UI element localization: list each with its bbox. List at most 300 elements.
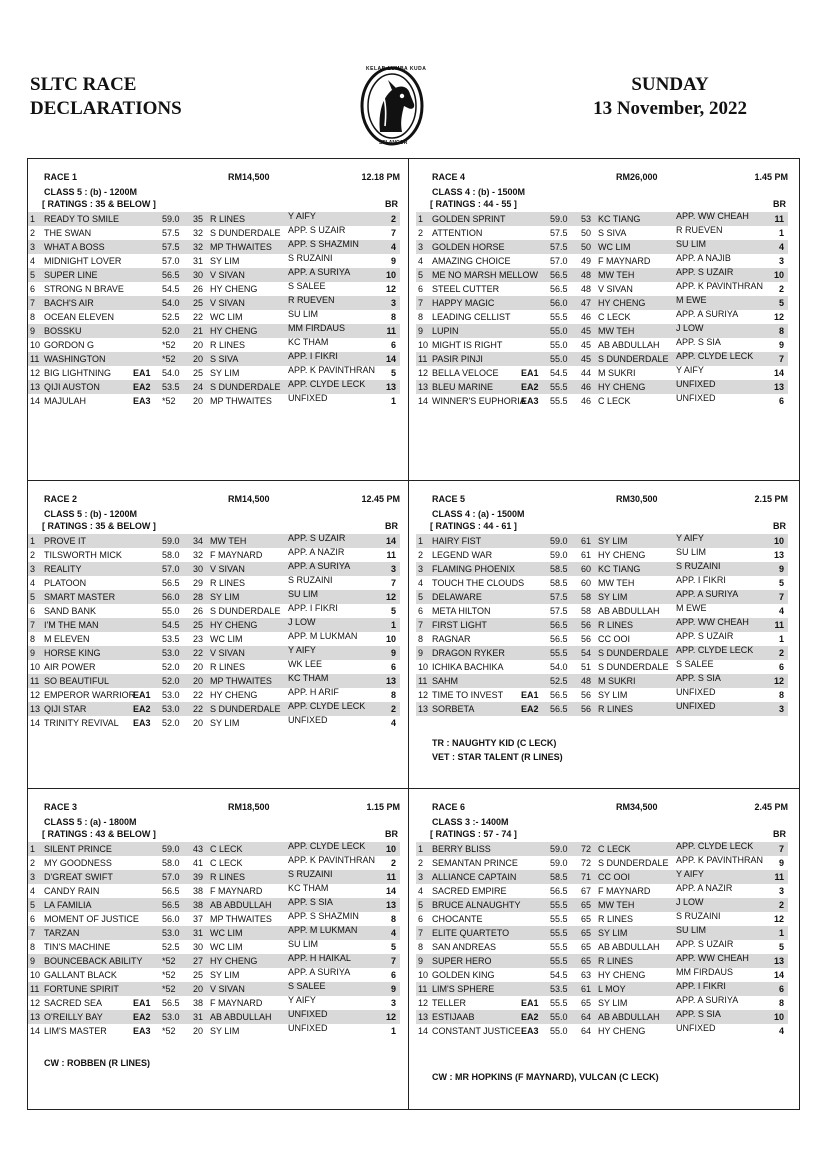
runner-row — [28, 268, 400, 282]
runner-number: 7 — [30, 928, 36, 938]
trainer: AB ABDULLAH — [598, 340, 660, 350]
rating: 56 — [581, 620, 592, 630]
horse-name: WINNER'S EUPHORIA — [432, 396, 526, 406]
weight: 52.0 — [162, 662, 180, 672]
ratings-text: [ RATINGS : 44 - 61 ] — [430, 521, 517, 531]
draw: 2 — [778, 900, 784, 910]
logo-top-text: KELAB LUMBA KUDA — [366, 66, 427, 72]
jockey: UNFIXED — [676, 379, 716, 389]
rating: 50 — [581, 242, 592, 252]
runner-row — [28, 1024, 400, 1038]
runner-row — [28, 324, 400, 338]
horse-name: PASIR PINJI — [432, 354, 483, 364]
weight: *52 — [162, 1026, 176, 1036]
weight: 56.5 — [162, 886, 180, 896]
runner-number: 3 — [30, 242, 36, 252]
runner-number: 6 — [30, 606, 36, 616]
runner-number: 10 — [418, 970, 429, 980]
trainer: L MOY — [598, 984, 626, 994]
trainer: HY CHENG — [210, 326, 258, 336]
trainer: S SIVA — [210, 354, 239, 364]
weight: 56.5 — [550, 620, 568, 630]
horse-name: LEGEND WAR — [432, 550, 493, 560]
rating: 20 — [193, 396, 204, 406]
horse-name: GALLANT BLACK — [44, 970, 117, 980]
rating: 58 — [581, 592, 592, 602]
jockey: M EWE — [676, 603, 707, 613]
runner-number: 10 — [30, 970, 41, 980]
horse-name: DRAGON RYKER — [432, 648, 505, 658]
draw: 5 — [778, 942, 784, 952]
rating: 26 — [193, 284, 204, 294]
weight: *52 — [162, 354, 176, 364]
emergency-acceptor: EA1 — [133, 690, 151, 700]
race-class: CLASS 3 :- 1400M — [432, 817, 509, 827]
weight: 57.5 — [550, 592, 568, 602]
rating: 29 — [193, 578, 204, 588]
runner-number: 13 — [418, 1012, 429, 1022]
rating: 58 — [581, 606, 592, 616]
weight: 59.0 — [550, 214, 568, 224]
runner-number: 1 — [30, 844, 36, 854]
runner-row — [28, 296, 400, 310]
race-block — [28, 494, 400, 730]
jockey: KC THAM — [288, 337, 329, 347]
draw: 8 — [778, 998, 784, 1008]
trainer: MW TEH — [598, 326, 635, 336]
jockey: SU LIM — [676, 547, 707, 557]
horse-name: HAPPY MAGIC — [432, 298, 495, 308]
draw: 5 — [390, 606, 396, 616]
weight: 58.5 — [550, 564, 568, 574]
emergency-acceptor: EA1 — [133, 368, 151, 378]
weight: 55.5 — [550, 312, 568, 322]
trainer: SY LIM — [210, 718, 240, 728]
horse-name: ME NO MARSH MELLOW — [432, 270, 539, 280]
jockey: SU LIM — [288, 589, 319, 599]
runner-row — [416, 352, 788, 366]
rating: 50 — [581, 228, 592, 238]
emergency-acceptor: EA2 — [133, 382, 151, 392]
runner-row — [28, 646, 400, 660]
weight: 55.0 — [550, 354, 568, 364]
jockey: Y AIFY — [288, 995, 316, 1005]
horse-name: BACH'S AIR — [44, 298, 94, 308]
trainer: SY LIM — [210, 1026, 240, 1036]
rating: 65 — [581, 914, 592, 924]
weight: 52.5 — [550, 676, 568, 686]
rating: 72 — [581, 858, 592, 868]
horse-name: QIJI STAR — [44, 704, 87, 714]
jockey: APP. S UZAIR — [288, 533, 346, 543]
weight: *52 — [162, 956, 176, 966]
weight: 56.0 — [162, 914, 180, 924]
race-block — [416, 494, 788, 716]
weight: 56.5 — [550, 634, 568, 644]
weight: 53.0 — [162, 1012, 180, 1022]
race-time: 2.15 PM — [754, 494, 788, 504]
trainer: R LINES — [598, 914, 634, 924]
race-number: RACE 6 — [432, 802, 466, 812]
jockey: APP. A SURIYA — [676, 995, 739, 1005]
runner-row — [28, 380, 400, 394]
runner-number: 9 — [30, 956, 36, 966]
runner-number: 10 — [30, 340, 41, 350]
weight: 54.0 — [162, 368, 180, 378]
runner-number: 13 — [30, 704, 41, 714]
race-number: RACE 3 — [44, 802, 78, 812]
ratings-text: [ RATINGS : 35 & BELOW ] — [42, 199, 156, 209]
draw: 10 — [773, 1012, 784, 1022]
title-line-1: SLTC RACE — [30, 74, 137, 95]
weight: 53.5 — [550, 984, 568, 994]
jockey: S RUZAINI — [288, 253, 333, 263]
runner-row — [416, 534, 788, 548]
draw: 10 — [385, 634, 396, 644]
rating: 45 — [581, 326, 592, 336]
rating: 20 — [193, 354, 204, 364]
draw: 5 — [390, 368, 396, 378]
emergency-acceptor: EA3 — [521, 1026, 539, 1036]
barrier-label: BR — [385, 521, 398, 531]
trainer: M SUKRI — [598, 368, 636, 378]
runner-row — [416, 674, 788, 688]
trainer: V SIVAN — [210, 648, 245, 658]
trainer: C LECK — [598, 312, 631, 322]
race-prize: RM14,500 — [228, 172, 270, 182]
race-title-line — [28, 172, 400, 185]
jockey: APP. A SURIYA — [676, 309, 739, 319]
rating: 44 — [581, 368, 592, 378]
race-number: RACE 4 — [432, 172, 466, 182]
jockey: UNFIXED — [288, 1009, 328, 1019]
draw: 2 — [390, 214, 396, 224]
runner-number: 11 — [30, 354, 40, 364]
horse-name: SEMANTAN PRINCE — [432, 858, 518, 868]
jockey: R RUEVEN — [676, 225, 723, 235]
weight: 55.5 — [550, 396, 568, 406]
rating: 38 — [193, 900, 204, 910]
horse-name: HAIRY FIST — [432, 536, 482, 546]
runner-number: 8 — [30, 312, 36, 322]
horse-name: MOMENT OF JUSTICE — [44, 914, 139, 924]
draw: 4 — [778, 1026, 784, 1036]
draw: 3 — [778, 886, 784, 896]
runner-number: 3 — [418, 564, 424, 574]
rating: 48 — [581, 284, 592, 294]
title-line-2: DECLARATIONS — [30, 98, 182, 119]
runner-number: 1 — [418, 536, 424, 546]
trainer: R LINES — [210, 340, 246, 350]
runner-number: 4 — [30, 578, 36, 588]
ratings-text: [ RATINGS : 43 & BELOW ] — [42, 829, 156, 839]
weight: 59.0 — [162, 214, 180, 224]
weight: 57.5 — [550, 228, 568, 238]
horse-name: GOLDEN SPRINT — [432, 214, 506, 224]
draw: 9 — [390, 256, 396, 266]
draw: 8 — [778, 690, 784, 700]
trainer: S DUNDERDALE — [598, 858, 669, 868]
draw: 14 — [385, 536, 396, 546]
runner-number: 1 — [30, 214, 36, 224]
draw: 4 — [778, 606, 784, 616]
horse-name: O'REILLY BAY — [44, 1012, 103, 1022]
runner-row — [28, 604, 400, 618]
runner-row — [416, 1024, 788, 1038]
runner-number: 6 — [418, 914, 424, 924]
runner-number: 10 — [418, 662, 429, 672]
horse-name: FIRST LIGHT — [432, 620, 487, 630]
runner-number: 4 — [30, 886, 36, 896]
trainer: SY LIM — [210, 592, 240, 602]
emergency-acceptor: EA2 — [133, 704, 151, 714]
trainer: AB ABDULLAH — [598, 606, 660, 616]
runner-number: 9 — [30, 326, 36, 336]
draw: 9 — [390, 984, 396, 994]
rating: 48 — [581, 270, 592, 280]
draw: 11 — [386, 326, 396, 336]
weight: 53.5 — [162, 382, 180, 392]
race-note: CW : ROBBEN (R LINES) — [44, 1058, 150, 1068]
jockey: S RUZAINI — [288, 575, 333, 585]
runner-number: 8 — [418, 634, 424, 644]
trainer: F MAYNARD — [210, 550, 263, 560]
runner-row — [28, 884, 400, 898]
weight: 56.5 — [162, 578, 180, 588]
trainer: SY LIM — [598, 998, 628, 1008]
runner-row — [28, 338, 400, 352]
race-number: RACE 2 — [44, 494, 78, 504]
jockey: UNFIXED — [288, 715, 328, 725]
trainer: SY LIM — [210, 368, 240, 378]
document-title — [30, 73, 182, 121]
jockey: APP. CLYDE LECK — [676, 841, 754, 851]
weight: *52 — [162, 340, 176, 350]
runner-number: 2 — [418, 228, 424, 238]
draw: 8 — [390, 690, 396, 700]
horse-name: BRUCE ALNAUGHTY — [432, 900, 521, 910]
horse-name: STEEL CUTTER — [432, 284, 500, 294]
emergency-acceptor: EA1 — [521, 690, 539, 700]
runner-number: 5 — [30, 900, 36, 910]
draw: 11 — [774, 620, 784, 630]
jockey: UNFIXED — [676, 701, 716, 711]
trainer: C LECK — [598, 396, 631, 406]
weight: 57.0 — [162, 564, 180, 574]
runner-number: 6 — [30, 284, 36, 294]
runner-row — [28, 702, 400, 716]
runner-number: 5 — [418, 270, 424, 280]
runner-number: 1 — [30, 536, 36, 546]
runner-row — [28, 660, 400, 674]
weight: 55.5 — [550, 956, 568, 966]
rating: 35 — [193, 214, 204, 224]
trainer: AB ABDULLAH — [598, 942, 660, 952]
race-title-line — [416, 802, 788, 815]
weight: 55.5 — [550, 914, 568, 924]
trainer: HY CHENG — [210, 284, 258, 294]
horse-name: CANDY RAIN — [44, 886, 100, 896]
horse-name: READY TO SMILE — [44, 214, 120, 224]
rating: 48 — [581, 676, 592, 686]
jockey: APP. WW CHEAH — [676, 211, 749, 221]
runner-number: 7 — [418, 298, 424, 308]
trainer: SY LIM — [598, 592, 628, 602]
draw: 5 — [778, 298, 784, 308]
race-class: CLASS 4 : (a) - 1500M — [432, 509, 525, 519]
draw: 6 — [778, 984, 784, 994]
rating: 28 — [193, 592, 204, 602]
emergency-acceptor: EA1 — [521, 998, 539, 1008]
runner-number: 12 — [418, 690, 429, 700]
runner-list — [416, 212, 788, 408]
race-prize: RM26,000 — [616, 172, 658, 182]
jockey: UNFIXED — [676, 687, 716, 697]
rating: 54 — [581, 648, 592, 658]
runner-number: 2 — [418, 550, 424, 560]
weight: 59.0 — [550, 550, 568, 560]
jockey: KC THAM — [288, 673, 329, 683]
jockey: S SALEE — [288, 281, 326, 291]
draw: 9 — [778, 858, 784, 868]
horse-name: HORSE KING — [44, 648, 101, 658]
jockey: APP. S UZAIR — [676, 267, 734, 277]
horse-name: MIDNIGHT LOVER — [44, 256, 122, 266]
runner-row — [416, 660, 788, 674]
rating: 45 — [581, 354, 592, 364]
race-block — [28, 172, 400, 408]
draw: 11 — [386, 872, 396, 882]
horse-name: LIM'S SPHERE — [432, 984, 495, 994]
jockey: SU LIM — [676, 925, 707, 935]
draw: 5 — [390, 942, 396, 952]
draw: 3 — [390, 998, 396, 1008]
draw: 3 — [778, 704, 784, 714]
runner-row — [416, 324, 788, 338]
weight: 57.5 — [550, 242, 568, 252]
horse-name: I'M THE MAN — [44, 620, 99, 630]
jockey: APP. S UZAIR — [288, 225, 346, 235]
weight: 57.5 — [162, 228, 180, 238]
trainer: SY LIM — [598, 690, 628, 700]
draw: 1 — [390, 396, 396, 406]
rating: 22 — [193, 312, 204, 322]
runner-number: 13 — [418, 382, 429, 392]
jockey: APP. A NAZIR — [288, 547, 345, 557]
draw: 14 — [773, 970, 784, 980]
draw: 10 — [773, 270, 784, 280]
jockey: APP. I FIKRI — [288, 351, 338, 361]
runner-number: 2 — [30, 858, 36, 868]
horse-name: META HILTON — [432, 606, 491, 616]
runner-number: 10 — [30, 662, 41, 672]
runner-number: 9 — [418, 326, 424, 336]
race-number: RACE 1 — [44, 172, 78, 182]
horse-name: STRONG N BRAVE — [44, 284, 124, 294]
race-date-text: 13 November, 2022 — [593, 98, 747, 119]
jockey: APP. A SURIYA — [288, 967, 351, 977]
rating: 20 — [193, 984, 204, 994]
horse-name: EMPEROR WARRIOR — [44, 690, 136, 700]
rating: 71 — [581, 872, 592, 882]
draw: 5 — [778, 578, 784, 588]
horse-name: ICHIKA BACHIKA — [432, 662, 504, 672]
rating: 20 — [193, 662, 204, 672]
trainer: S DUNDERDALE — [210, 228, 281, 238]
weight: 55.0 — [550, 340, 568, 350]
trainer: SY LIM — [598, 536, 628, 546]
rating: 56 — [581, 704, 592, 714]
runner-number: 13 — [418, 704, 429, 714]
trainer: AB ABDULLAH — [210, 1012, 272, 1022]
trainer: HY CHENG — [210, 956, 258, 966]
draw: 4 — [778, 242, 784, 252]
runner-number: 2 — [30, 550, 36, 560]
runner-number: 1 — [418, 214, 424, 224]
weight: 53.0 — [162, 648, 180, 658]
trainer: KC TIANG — [598, 564, 641, 574]
emergency-acceptor: EA2 — [133, 1012, 151, 1022]
race-date — [593, 73, 747, 121]
trainer: F MAYNARD — [210, 886, 263, 896]
race-title-line — [28, 494, 400, 507]
race-title-line — [416, 494, 788, 507]
rating: 26 — [193, 606, 204, 616]
runner-number: 6 — [418, 606, 424, 616]
horse-name: FLAMING PHOENIX — [432, 564, 516, 574]
jockey: S RUZAINI — [288, 869, 333, 879]
horse-name: ELITE QUARTETO — [432, 928, 510, 938]
weight: 56.5 — [162, 998, 180, 1008]
draw: 12 — [773, 914, 784, 924]
runner-row — [416, 856, 788, 870]
jockey: APP. I FIKRI — [288, 603, 338, 613]
runner-number: 7 — [30, 620, 36, 630]
race-note: VET : STAR TALENT (R LINES) — [432, 752, 563, 762]
runner-number: 5 — [30, 592, 36, 602]
runner-number: 9 — [418, 956, 424, 966]
weight: 56.0 — [162, 592, 180, 602]
runner-number: 7 — [418, 620, 424, 630]
horse-name: ALLIANCE CAPTAIN — [432, 872, 517, 882]
runner-number: 13 — [30, 382, 41, 392]
runner-number: 14 — [30, 1026, 41, 1036]
barrier-label: BR — [773, 829, 786, 839]
race-number: RACE 5 — [432, 494, 466, 504]
trainer: CC OOI — [598, 634, 631, 644]
draw: 1 — [390, 1026, 396, 1036]
race-class: CLASS 5 : (a) - 1800M — [44, 817, 137, 827]
emergency-acceptor: EA1 — [133, 998, 151, 1008]
runner-number: 9 — [418, 648, 424, 658]
weight: 59.0 — [550, 858, 568, 868]
jockey: KC THAM — [288, 883, 329, 893]
trainer: MP THWAITES — [210, 396, 272, 406]
weight: 57.0 — [162, 872, 180, 882]
rating: 46 — [581, 312, 592, 322]
weight: 54.5 — [550, 970, 568, 980]
runner-row — [416, 898, 788, 912]
weight: *52 — [162, 970, 176, 980]
draw: 7 — [390, 956, 396, 966]
trainer: R LINES — [598, 956, 634, 966]
draw: 3 — [390, 564, 396, 574]
rating: 51 — [581, 662, 592, 672]
rating: 30 — [193, 270, 204, 280]
draw: 2 — [390, 858, 396, 868]
weight: 56.5 — [162, 270, 180, 280]
club-logo — [352, 62, 432, 152]
